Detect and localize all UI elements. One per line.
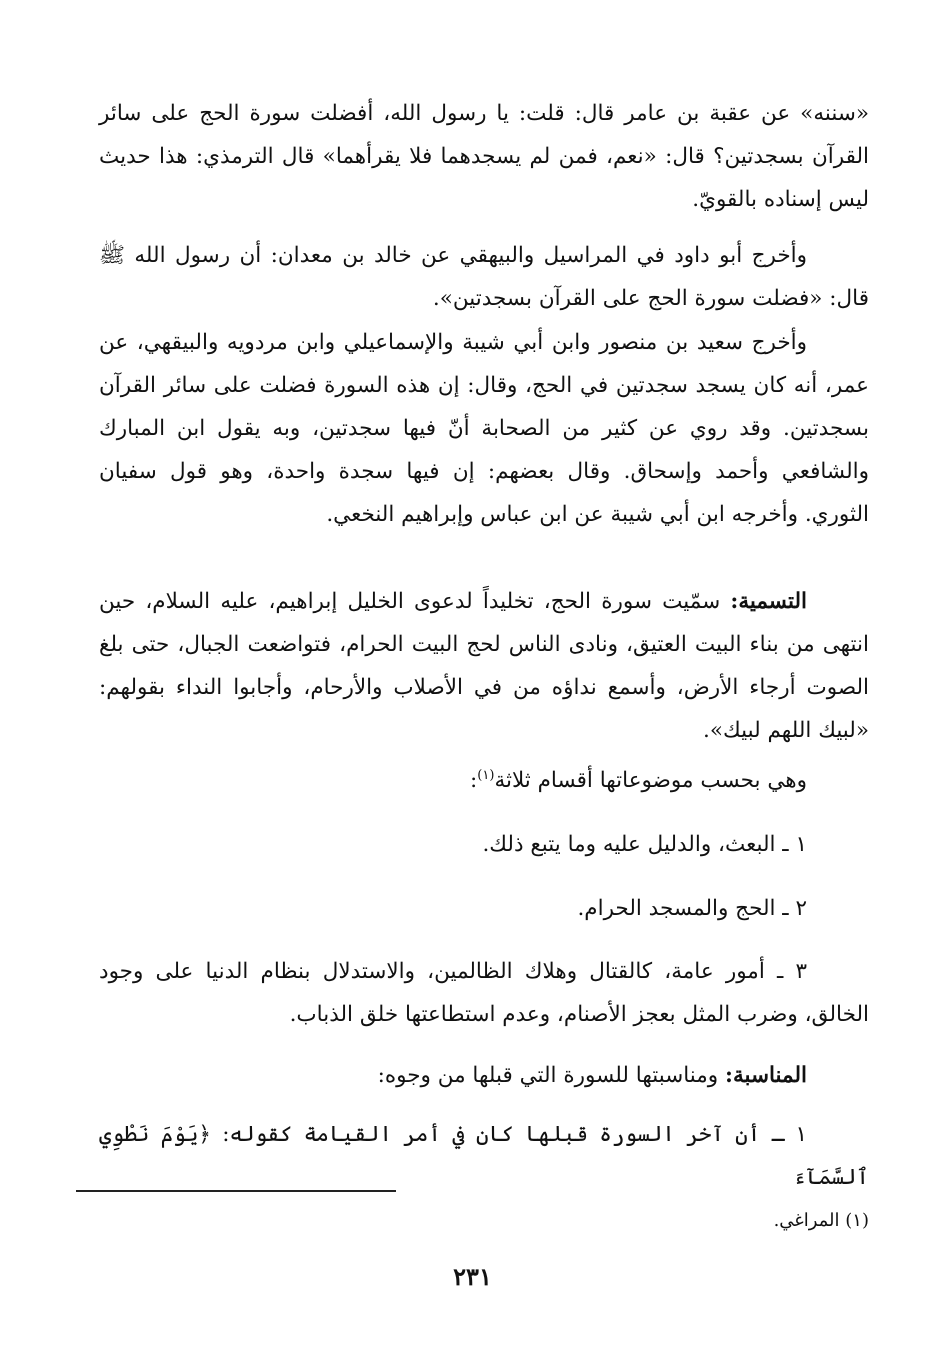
- paragraph-text: وأخرج أبو داود في المراسيل والبيهقي عن خالد بن معدان: أن رسول الله ﷺ قال: «فضلت سورة الحج على القرآن بسجدتين».: [99, 243, 869, 311]
- paragraph-naming: [99, 580, 869, 752]
- footnote: (١) المراغي.: [773, 1210, 869, 1231]
- relation-paragraph: [99, 1054, 869, 1097]
- naming-paragraph: [99, 580, 869, 752]
- paragraph-relation: [99, 1054, 869, 1097]
- page-number: ٢٣١: [453, 1262, 492, 1291]
- paragraph-said-ibn-mansur: [99, 321, 869, 536]
- list-item-text: ٢ ـ الحج والمسجد الحرام.: [577, 896, 807, 921]
- paragraph-text: وأخرج سعيد بن منصور وابن أبي شيبة والإسماعيلي وابن مردويه والبيقهي، عن عمر، أنه كان يسجد سجدتين في الحج، وقال: إن هذه السورة فضلت على سائر القرآن بسجدتين. وقد روي عن كثير من الصحابة أنّ فيها سجدتين، وبه يقول ابن المبارك والشافعي وأحمد وإسحاق. وقال بعضهم: إن فيها سجدة واحدة، وهو قول سفيان الثوري. وأخرجه ابن أبي شيبة عن ابن عباس وإبراهيم النخعي.: [99, 330, 869, 527]
- relation-list-item-1: [99, 1113, 869, 1199]
- list-item-3: [99, 950, 869, 1036]
- naming-text: سمّيت سورة الحج، تخليداً لدعوى الخليل إبراهيم، عليه السلام، حين انتهى من بناء البيت العتيق، ونادى الناس لحج البيت الحرام، فتواضعت الجبال، حتى بلغ الصوت أرجاء الأرض، وأسمع نداؤه من في الأصلاب والأرحام، وأجابوا النداء بقولهم: «لبيك اللهم لبيك».: [99, 589, 869, 743]
- paragraph-text: «سننه» عن عقبة بن عامر قال: قلت: يا رسول الله، أفضلت سورة الحج على سائر القرآن بسجدتين؟ قال: «نعم، فمن لم يسجدهما فلا يقرأهما» قال الترمذي: هذا حديث ليس إسناده بالقويّ.: [99, 101, 869, 212]
- sections-intro: [99, 754, 869, 802]
- relation-item-paragraph: [99, 1113, 869, 1199]
- naming-label: التسمية:: [730, 589, 807, 614]
- relation-item-text: ١ ـ أن آخر السورة قبلها كان في أمر القيامة كقوله:: [211, 1122, 807, 1147]
- list-item-2: [99, 887, 869, 930]
- relation-label: المناسبة:: [725, 1063, 807, 1088]
- paragraph-abu-dawud: [99, 234, 869, 320]
- sections-intro-colon: :: [470, 768, 478, 794]
- relation-text: ومناسبتها للسورة التي قبلها من وجوه:: [377, 1063, 726, 1088]
- list-item-1: [99, 823, 869, 866]
- footnote-divider: [76, 1190, 396, 1192]
- paragraph-hadith-tirmidhi: [99, 92, 869, 221]
- list-item-text: ٣ ـ أمور عامة، كالقتال وهلاك الظالمين، والاستدلال بنظام الدنيا على وجود الخالق، وضرب المثل بعجز الأصنام، وعدم استطاعتها خلق الذباب.: [99, 959, 869, 1027]
- paragraph-sections-intro: [99, 754, 869, 802]
- quran-quote: ﴿يَوْمَ نَطْوِي ٱلسَّمَآءَ: [99, 1122, 869, 1190]
- list-item-text: ١ ـ البعث، والدليل عليه وما يتبع ذلك.: [482, 832, 807, 857]
- sections-intro-text: وهي بحسب موضوعاتها أقسام ثلاثة: [494, 768, 807, 794]
- footnote-reference[interactable]: (١): [477, 768, 495, 783]
